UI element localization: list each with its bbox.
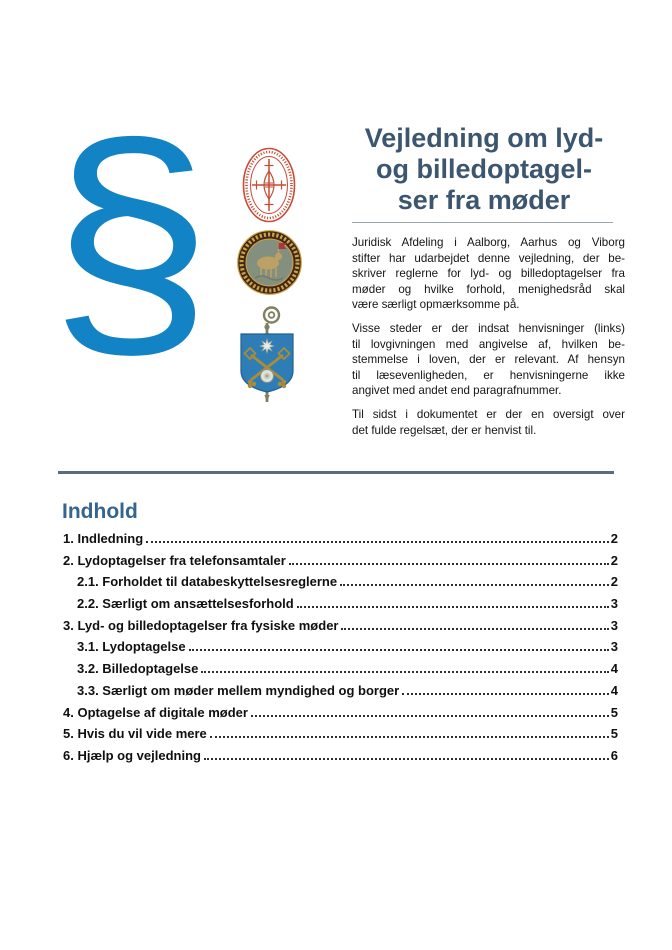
toc-entry[interactable] bbox=[63, 531, 618, 553]
toc-page-number: 4 bbox=[610, 661, 618, 677]
section-divider bbox=[58, 471, 614, 474]
toc-entry-label: 3.3. Særligt om møder mellem myndighed og borger bbox=[77, 682, 400, 698]
toc-dot-leader bbox=[402, 693, 609, 695]
document-title-line: og billedoptagel- bbox=[376, 154, 592, 184]
toc-page-number: 2 bbox=[610, 552, 618, 568]
red-oval-seal-icon bbox=[242, 147, 296, 223]
toc-page-number: 3 bbox=[610, 639, 618, 655]
toc-page-number: 3 bbox=[610, 596, 618, 612]
paragraph-line: stifter har udarbejdet denne vejledning, der be- bbox=[352, 251, 625, 265]
paragraph-line: til læsevenligheden, er henvisningerne ikke bbox=[352, 368, 625, 382]
paragraph-line: det fulde regelsæt, der er henvist til. bbox=[352, 423, 537, 437]
blue-shield-coat-of-arms-icon bbox=[238, 304, 296, 410]
toc-dot-leader bbox=[341, 628, 608, 630]
title-underline bbox=[352, 222, 613, 223]
paragraph-line: være særligt opmærksomme på. bbox=[352, 298, 520, 312]
toc-page-number: 6 bbox=[610, 747, 618, 763]
toc-entry[interactable] bbox=[63, 748, 618, 770]
toc-dot-leader bbox=[289, 563, 609, 565]
toc-page-number: 2 bbox=[610, 574, 618, 590]
toc-entry[interactable] bbox=[63, 618, 618, 640]
paragraph-line: Til sidst i dokumentet er der en oversigt over bbox=[352, 407, 625, 421]
toc-heading: Indhold bbox=[62, 500, 138, 523]
toc-entry-label: 2. Lydoptagelser fra telefonsamtaler bbox=[63, 552, 286, 568]
paragraph-line: stemmelse i loven, der er relevant. Af hensyn bbox=[352, 353, 625, 367]
toc-page-number: 2 bbox=[610, 531, 618, 546]
toc-dot-leader bbox=[251, 715, 609, 717]
toc-entry-label: 2.2. Særligt om ansættelsesforhold bbox=[77, 596, 294, 612]
toc-entry-label: 3. Lyd- og billedoptagelser fra fysiske møder bbox=[63, 617, 339, 633]
document-title-line: ser fra møder bbox=[397, 185, 571, 215]
round-lamb-seal-icon bbox=[237, 230, 302, 295]
toc-dot-leader bbox=[204, 758, 609, 760]
toc-page-number: 5 bbox=[610, 726, 618, 742]
toc-entry[interactable] bbox=[63, 661, 618, 683]
toc-entry-label: 1. Indledning bbox=[63, 531, 144, 546]
toc-page-number: 5 bbox=[610, 704, 618, 720]
toc-entry-label: 3.2. Billedoptagelse bbox=[77, 661, 199, 677]
toc-entry[interactable] bbox=[63, 705, 618, 727]
paragraph-line: angivet med andet end paragrafnummer. bbox=[352, 384, 562, 398]
toc-dot-leader bbox=[201, 671, 608, 673]
toc-page-number: 4 bbox=[610, 682, 618, 698]
toc-dot-leader bbox=[340, 584, 609, 586]
section-symbol: § bbox=[49, 87, 213, 391]
toc-dot-leader bbox=[297, 606, 609, 608]
star-charge bbox=[260, 339, 275, 354]
paragraph-line: møder og hvilke forhold, menighedsråd skal bbox=[352, 282, 625, 296]
paragraph-line: Juridisk Afdeling i Aalborg, Aarhus og Viborg bbox=[352, 236, 625, 249]
toc-entry[interactable] bbox=[63, 683, 618, 705]
intro-paragraph bbox=[352, 235, 625, 313]
toc-list bbox=[63, 531, 618, 770]
toc-entry[interactable] bbox=[63, 553, 618, 575]
toc-dot-leader bbox=[189, 649, 609, 651]
toc-entry-label: 3.1. Lydoptagelse bbox=[77, 639, 186, 655]
paragraph-line: Visse steder er der indsat henvisninger (links) bbox=[352, 321, 625, 335]
intro-paragraph bbox=[352, 407, 625, 438]
toc-entry[interactable] bbox=[63, 574, 618, 596]
toc-page-number: 3 bbox=[610, 617, 618, 633]
toc-entry[interactable] bbox=[63, 726, 618, 748]
paragraph-line: skriver reglerne for lyd- og billedoptagelser fra bbox=[352, 267, 625, 281]
document-title-line: Vejledning om lyd- bbox=[364, 123, 604, 153]
intro-paragraph bbox=[352, 321, 625, 399]
intro-paragraphs bbox=[352, 235, 625, 446]
document-title bbox=[346, 123, 622, 216]
toc-entry-label: 5. Hvis du vil vide mere bbox=[63, 726, 207, 742]
paragraph-line: til lovgivningen med angivelse af, hvilken be- bbox=[352, 337, 625, 351]
toc-entry[interactable] bbox=[63, 596, 618, 618]
toc-dot-leader bbox=[210, 736, 609, 738]
toc-entry[interactable] bbox=[63, 639, 618, 661]
toc-entry-label: 6. Hjælp og vejledning bbox=[63, 747, 201, 763]
toc-dot-leader bbox=[146, 541, 609, 543]
toc-entry-label: 4. Optagelse af digitale møder bbox=[63, 704, 248, 720]
toc-entry-label: 2.1. Forholdet til databeskyttelsesreglerne bbox=[77, 574, 338, 590]
